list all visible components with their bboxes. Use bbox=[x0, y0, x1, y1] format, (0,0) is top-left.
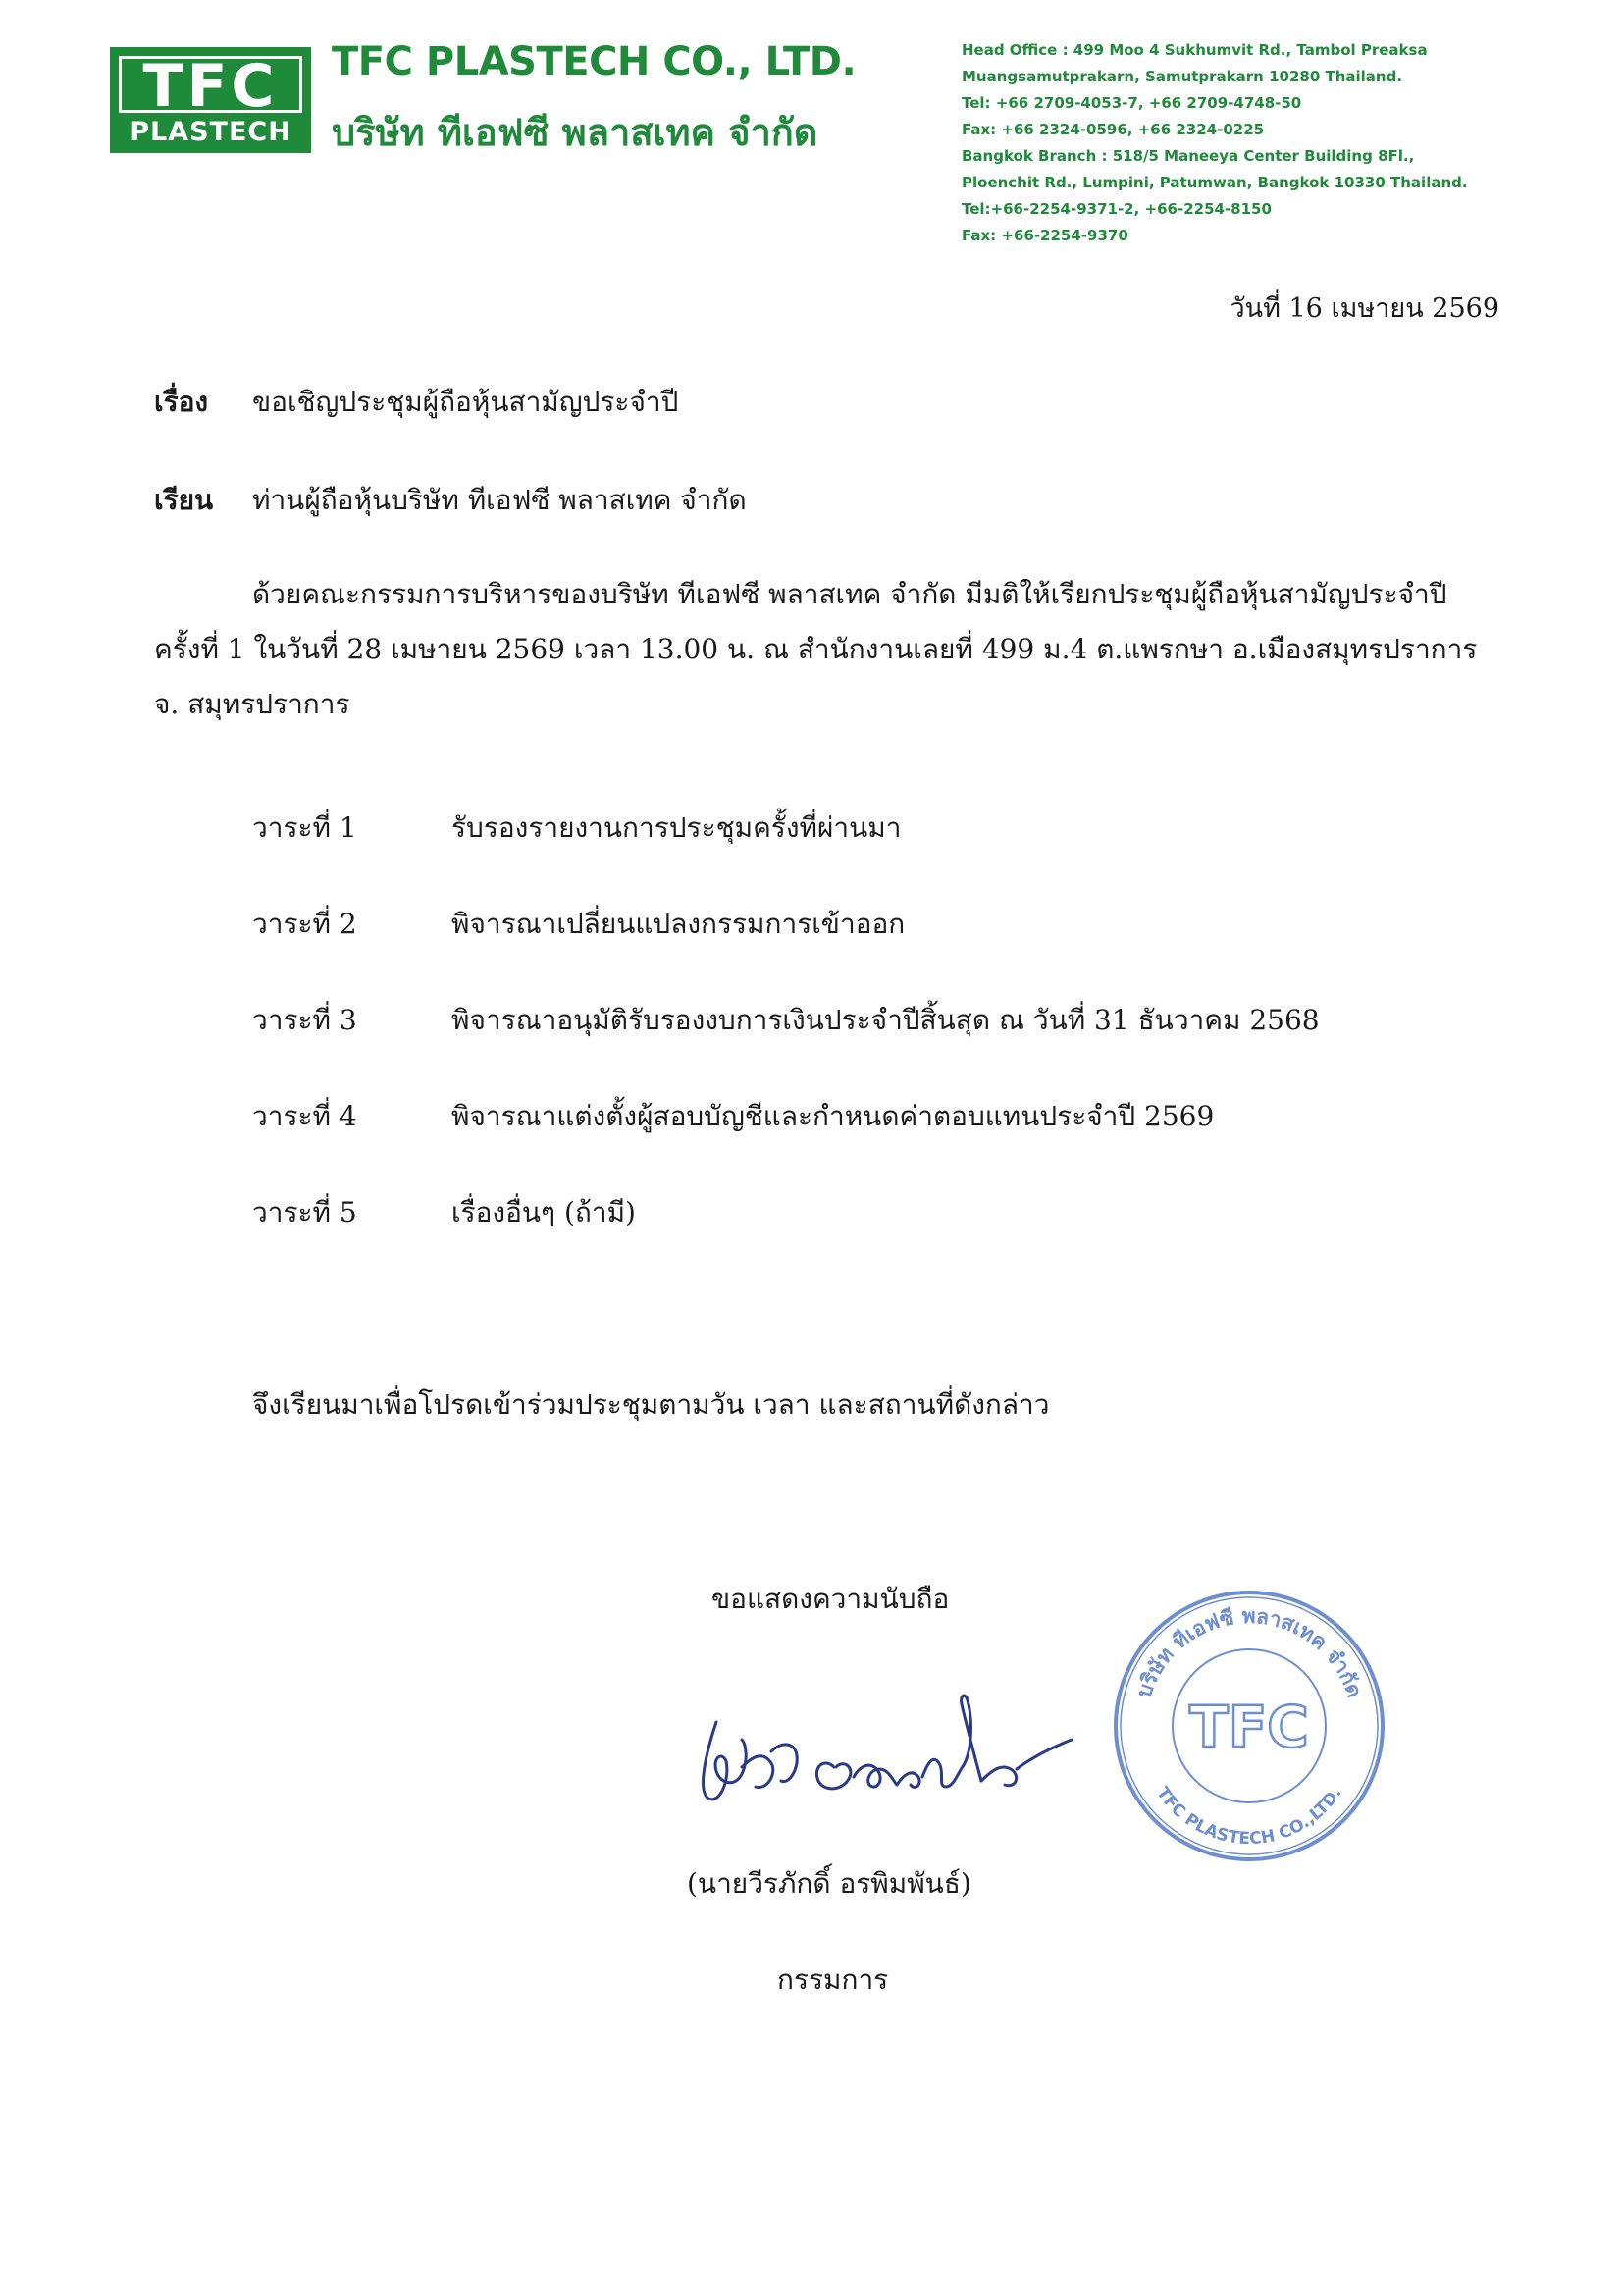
agenda-text: พิจารณาเปลี่ยนแปลงกรรมการเข้าออก bbox=[451, 908, 906, 940]
closing-sentence: จึงเรียนมาเพื่อโปรดเข้าร่วมประชุมตามวัน เวลา และสถานที่ดังกล่าว bbox=[252, 1388, 1050, 1421]
agenda-number: วาระที่ 1 bbox=[252, 811, 357, 844]
office-line: Bangkok Branch : 518/5 Maneeya Center Building 8Fl., bbox=[962, 147, 1415, 165]
agenda-item bbox=[252, 807, 901, 850]
office-contact-block bbox=[962, 37, 1468, 249]
agenda-item bbox=[252, 903, 905, 946]
agenda-number: วาระที่ 2 bbox=[252, 908, 357, 940]
logo-frame bbox=[119, 52, 302, 121]
agenda-text: พิจารณาอนุมัติรับรองงบการเงินประจำปีสิ้นสุด ณ วันที่ 31 ธันวาคม 2568 bbox=[451, 1004, 1320, 1036]
office-line: Tel: +66 2709-4053-7, +66 2709-4748-50 bbox=[962, 94, 1302, 112]
office-line: Ploenchit Rd., Lumpini, Patumwan, Bangkok 10330 Thailand. bbox=[962, 174, 1468, 191]
company-name-en: TFC PLASTECH CO., LTD. bbox=[332, 39, 857, 84]
subject-text: ขอเชิญประชุมผู้ถือหุ้นสามัญประจำปี bbox=[252, 386, 679, 418]
office-line: Muangsamutprakarn, Samutprakarn 10280 Thailand. bbox=[962, 68, 1403, 85]
signer-position: กรรมการ bbox=[777, 1963, 889, 1996]
agenda-text: รับรองรายงานการประชุมครั้งที่ผ่านมา bbox=[451, 811, 902, 844]
signer-name: (นายวีรภักดิ์ อรพิมพันธ์) bbox=[687, 1867, 971, 1900]
agenda-number: วาระที่ 4 bbox=[252, 1100, 357, 1132]
to-label: เรียน bbox=[154, 484, 214, 516]
agenda-number: วาระที่ 5 bbox=[252, 1196, 357, 1228]
office-line: Head Office : 499 Moo 4 Sukhumvit Rd., Tambol Preaksa bbox=[962, 41, 1428, 59]
company-logo bbox=[110, 47, 311, 153]
subject-label: เรื่อง bbox=[154, 386, 209, 418]
agenda-text: พิจารณาแต่งตั้งผู้สอบบัญชีและกำหนดค่าตอบแทนประจำปี 2569 bbox=[451, 1100, 1215, 1132]
handwritten-signature bbox=[687, 1683, 1079, 1830]
to-text: ท่านผู้ถือหุ้นบริษัท ทีเอฟซี พลาสเทค จำกัด bbox=[252, 484, 747, 516]
company-stamp bbox=[1111, 1588, 1387, 1864]
intro-paragraph bbox=[154, 567, 1498, 732]
office-line: Tel:+66-2254-9371-2, +66-2254-8150 bbox=[962, 200, 1272, 218]
office-line: Fax: +66-2254-9370 bbox=[962, 227, 1128, 244]
regards-text: ขอแสดงความนับถือ bbox=[711, 1583, 950, 1615]
logo-plastech-text: PLASTECH bbox=[130, 117, 291, 147]
agenda-text: เรื่องอื่นๆ (ถ้ามี) bbox=[451, 1196, 636, 1228]
company-name-th: บริษัท ทีเอฟซี พลาสเทค จำกัด bbox=[332, 111, 818, 154]
agenda-number: วาระที่ 3 bbox=[252, 1004, 357, 1036]
agenda-item bbox=[252, 1095, 1214, 1138]
letter-date: วันที่ 16 เมษายน 2569 bbox=[1230, 293, 1499, 324]
intro-text: ด้วยคณะกรรมการบริหารของบริษัท ทีเอฟซี พลาสเทค จำกัด มีมติให้เรียกประชุมผู้ถือหุ้นสามัญประจำปี ครั้งที่ 1 ในวันที่ 28 เมษายน 2569 เวลา 13.00 น. ณ สำนักงานเลยที่ 499 ม.4 ต.แพรกษา อ.เมืองสมุทรปราการ จ. สมุทรปราการ bbox=[154, 578, 1478, 720]
stamp-center-text: TFC bbox=[1189, 1694, 1309, 1760]
office-line: Fax: +66 2324-0596, +66 2324-0225 bbox=[962, 121, 1265, 138]
logo-tfc-text: TFC bbox=[142, 52, 279, 121]
agenda-item bbox=[252, 1191, 636, 1234]
stamp-ring-text-bottom-path: TFC PLASTECH CO.,LTD. bbox=[1152, 1783, 1346, 1850]
agenda-item bbox=[252, 999, 1320, 1042]
stamp-ring-text-top-path: บริษัท ทีเอฟซี พลาสเทค จำกัด bbox=[1131, 1603, 1367, 1701]
